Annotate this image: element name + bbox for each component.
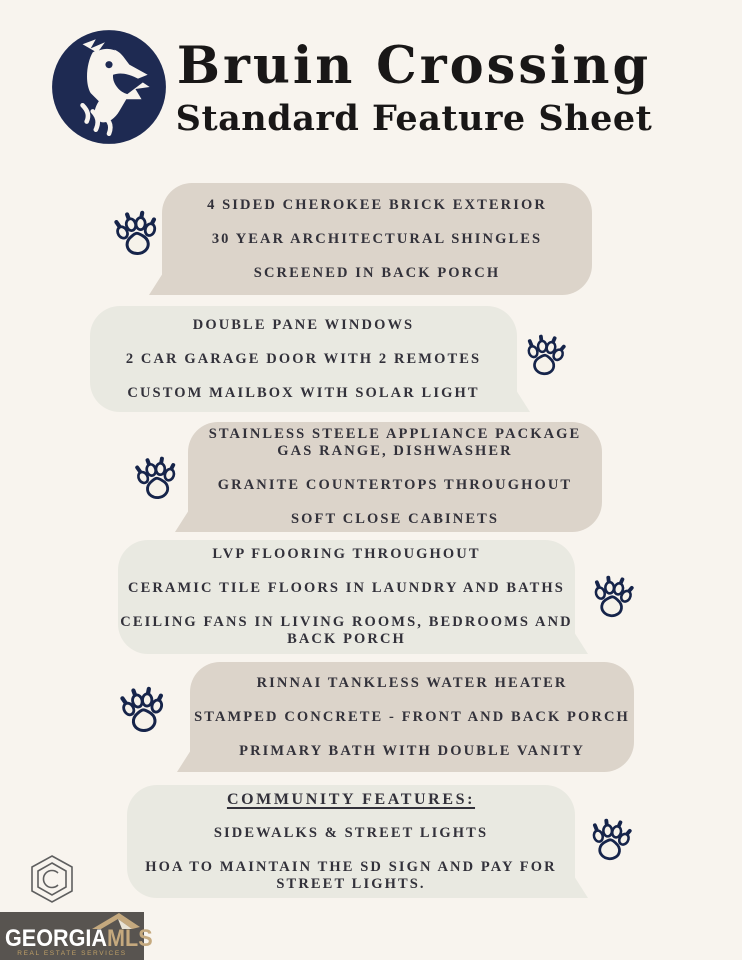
feature-line: CEILING FANS IN LIVING ROOMS, BEDROOMS AND <box>120 614 573 630</box>
bear-paw-print-icon <box>521 331 568 379</box>
feature-line: 4 SIDED CHEROKEE BRICK EXTERIOR <box>207 196 547 213</box>
feature-line: PRIMARY BATH WITH DOUBLE VANITY <box>239 742 585 759</box>
feature-line: STAMPED CONCRETE - FRONT AND BACK PORCH <box>194 708 630 725</box>
feature-line: SIDEWALKS & STREET LIGHTS <box>213 824 489 841</box>
feature-line: BACK PORCH <box>287 631 406 647</box>
feature-line: 30 YEAR ARCHITECTURAL SHINGLES <box>211 230 543 247</box>
bear-paw-print-icon <box>586 815 634 865</box>
feature-line: STREET LIGHTS. <box>276 875 426 892</box>
page-subtitle: Standard Feature Sheet <box>175 98 653 139</box>
feature-bubble-flooring <box>118 540 575 654</box>
feature-line: 2 CAR GARAGE DOOR WITH 2 REMOTES <box>125 350 482 367</box>
feature-line: RINNAI TANKLESS WATER HEATER <box>256 674 568 691</box>
georgia-mls-tagline: REAL ESTATE SERVICES <box>17 950 127 957</box>
feature-line: HOA TO MAINTAIN THE SD SIGN AND PAY FOR <box>145 858 557 875</box>
feature-line: CERAMIC TILE FLOORS IN LAUNDRY AND BATHS <box>128 580 565 596</box>
georgia-text: GEORGIA <box>5 925 108 952</box>
feature-line: GAS RANGE, DISHWASHER <box>277 443 513 459</box>
mls-text: MLS <box>107 925 153 952</box>
georgia-mls-logo <box>0 912 153 960</box>
feature-line: CUSTOM MAILBOX WITH SOLAR LIGHT <box>127 384 480 401</box>
bear-head-icon <box>48 26 170 148</box>
bear-paw-print-icon <box>111 207 162 259</box>
feature-line: DOUBLE PANE WINDOWS <box>192 316 415 333</box>
feature-bubble-utilities <box>190 662 634 772</box>
feature-line: SOFT CLOSE CABINETS <box>290 511 500 527</box>
feature-line: SCREENED IN BACK PORCH <box>253 264 501 281</box>
bear-paw-print-icon <box>588 572 636 622</box>
bear-paw-print-icon <box>132 453 181 503</box>
georgia-mls-name <box>5 926 153 952</box>
feature-line: GRANITE COUNTERTOPS THROUGHOUT <box>217 477 573 493</box>
bear-paw-print-icon <box>117 683 169 737</box>
feature-line: STAINLESS STEELE APPLIANCE PACKAGE <box>208 426 582 442</box>
page-title: Bruin Crossing <box>176 36 652 96</box>
feature-bubble-exterior <box>162 183 592 295</box>
hexagon-hive-icon <box>29 854 75 904</box>
feature-bubble-kitchen <box>188 422 602 532</box>
feature-bubble-windows-garage <box>90 306 517 412</box>
header <box>168 34 660 140</box>
community-features-heading: COMMUNITY FEATURES: <box>226 790 476 808</box>
feature-line: LVP FLOORING THROUGHOUT <box>212 546 481 562</box>
feature-bubble-community <box>127 785 575 898</box>
